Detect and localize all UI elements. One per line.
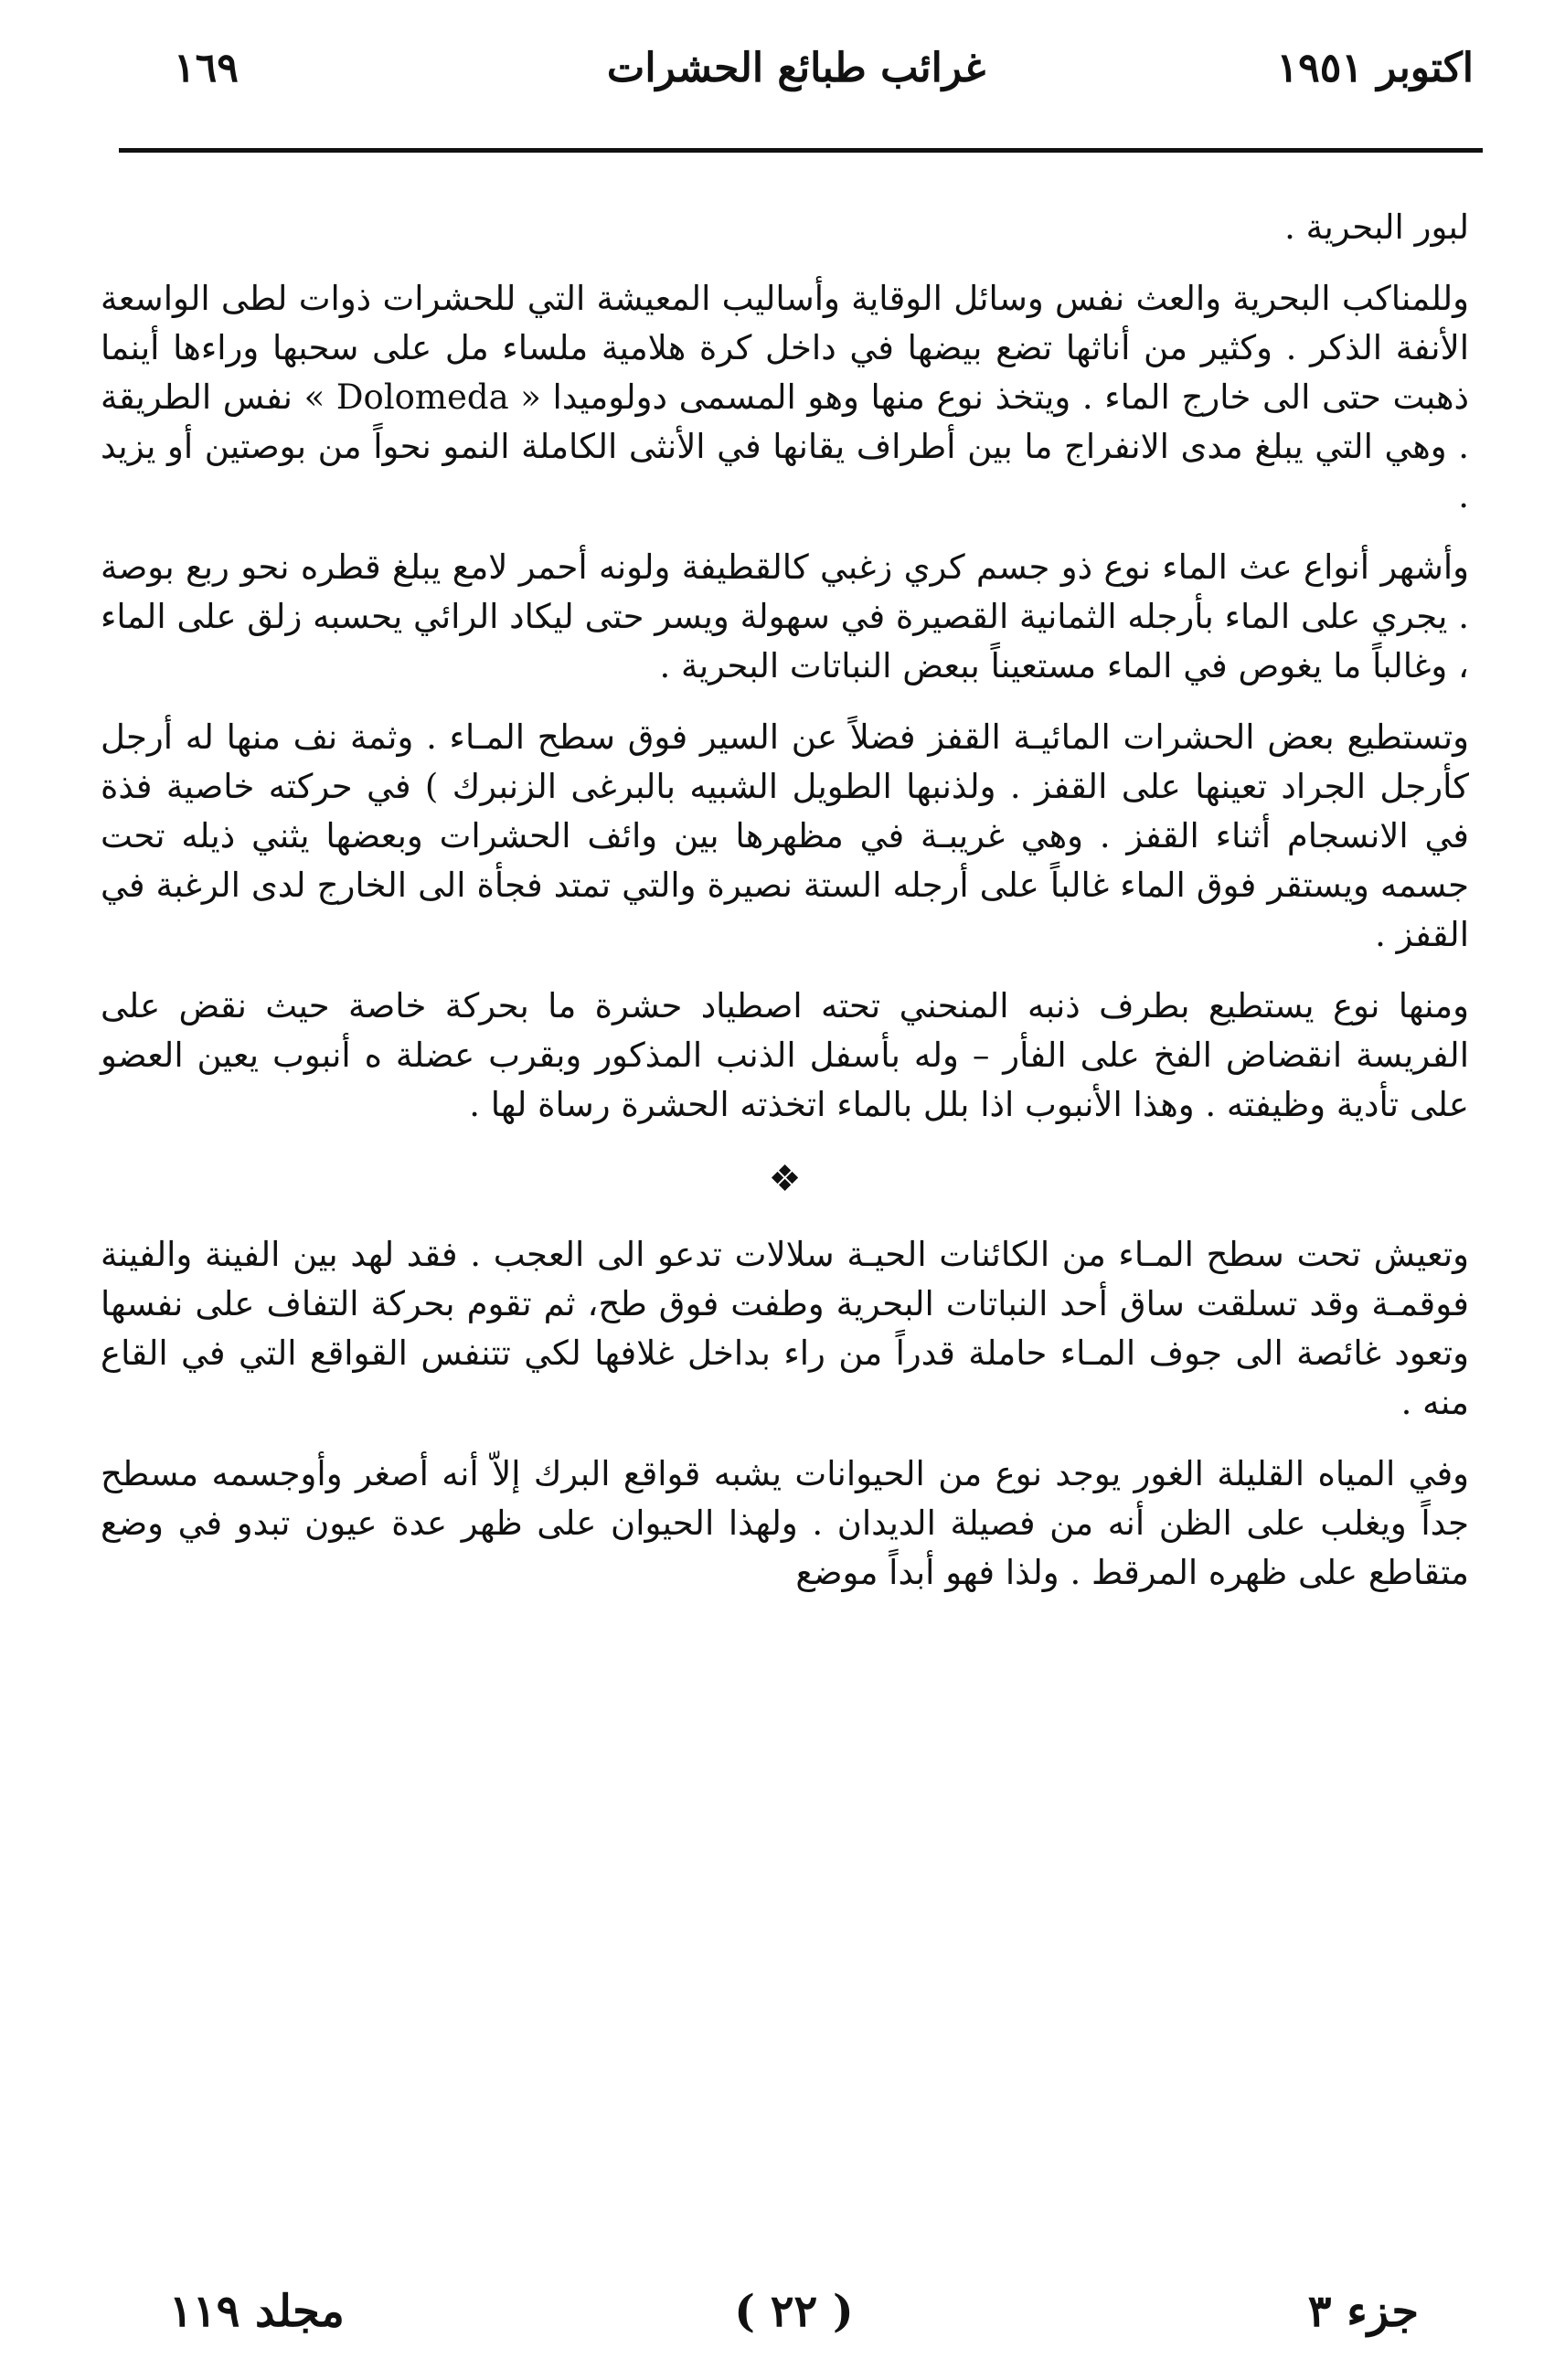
page-number: ١٦٩ bbox=[174, 45, 239, 91]
article-body bbox=[101, 203, 1469, 1620]
issue-date: اكتوبر ١٩٥١ bbox=[1276, 45, 1474, 91]
section-separator-icon: ❖ bbox=[768, 1158, 802, 1200]
footer-page-number: ( ٢٢ ) bbox=[734, 2286, 854, 2337]
paragraph: وأشهر أنواع عث الماء نوع ذو جسم كري زغبي كالقطيفة ولونه أحمر لامع يبلغ قطره نحو ربع بوصة . يجري على الماء بأرجله الثمانية القصيرة في سهولة ويسر حتى ليكاد الرائي يحسبه زلق على الماء ، وغالباً ما يغوص في الماء مستعيناً ببعض النباتات البحرية . bbox=[101, 547, 1469, 685]
article-title: غرائب طبائع الحشرات bbox=[606, 45, 986, 91]
footer-volume: مجلد ١١٩ bbox=[169, 2286, 345, 2337]
paragraph: وفي المياه القليلة الغور يوجد نوع من الحيوانات يشبه قواقع البرك إلاّ أنه أصغر وأوجسمه مسطح جداً ويغلب على الظن أنه من فصيلة الديدان . ولهذا الحيوان على ظهر عدة عيون تبدو في وضع متقاطع على ظهره المرقط . ولذا فهو أبداً موضع bbox=[101, 1454, 1469, 1592]
running-head bbox=[119, 37, 1474, 101]
footer-part: جزء ٣ bbox=[1307, 2286, 1419, 2337]
paragraph: لبور البحرية . bbox=[1284, 207, 1469, 247]
paragraph: وتعيش تحت سطح المـاء من الكائنات الحيـة سلالات تدعو الى العجب . فقد لهد بين الفينة والفينة فوقمـة وقد تسلقت ساق أحد النباتات البحرية وطفت فوق طح، ثم تقوم بحركة التفاف على نفسها وتعود غائصة الى جوف المـاء حاملة قدراً من راء بداخل غلافها لكي تتنفس القواقع التي في القاع منه . bbox=[101, 1235, 1469, 1422]
paragraph: ومنها نوع يستطيع بطرف ذنبه المنحني تحته اصطياد حشرة ما بحركة خاصة حيث نقض على الفريسة انقضاض الفخ على الفأر – وله بأسفل الذنب المذكور وبقرب عضلة ه أنبوب يعين العضو على تأدية وظيفته . وهذا الأنبوب اذا بلل بالماء اتخذته الحشرة رساة لها . bbox=[101, 986, 1469, 1124]
header-rule bbox=[119, 148, 1483, 153]
paragraph: وللمناكب البحرية والعث نفس وسائل الوقاية وأساليب المعيشة التي للحشرات ذوات لطى الواسعة الأنفة الذكر . وكثير من أناثها تضع بيضها في داخل كرة هلامية ملساء مل على سحبها وراءها أينما ذهبت حتى الى خارج الماء . ويتخذ نوع منها وهو المسمى دولوميدا « Dolomeda » نفس الطريقة . وهي التي يبلغ مدى الانفراج ما بين أطراف يقانها في الأنثى الكاملة النمو نحواً من بوصتين أو يزيد . bbox=[101, 279, 1469, 515]
page-footer bbox=[169, 2279, 1419, 2343]
paragraph: وتستطيع بعض الحشرات المائيـة القفز فضلاً عن السير فوق سطح المـاء . وثمة نف منها له أرجل كأرجل الجراد تعينها على القفز . ولذنبها الطويل الشبيه بالبرغى الزنبرك ) في حركته خاصية فذة في الانسجام أثناء القفز . وهي غريبـة في مظهرها بين وائف الحشرات وبعضها يثني ذيله تحت جسمه ويستقر فوق الماء غالباً على أرجله الستة نصيرة والتي تمتد فجأة الى الخارج لدى الرغبة في القفز . bbox=[101, 717, 1469, 954]
